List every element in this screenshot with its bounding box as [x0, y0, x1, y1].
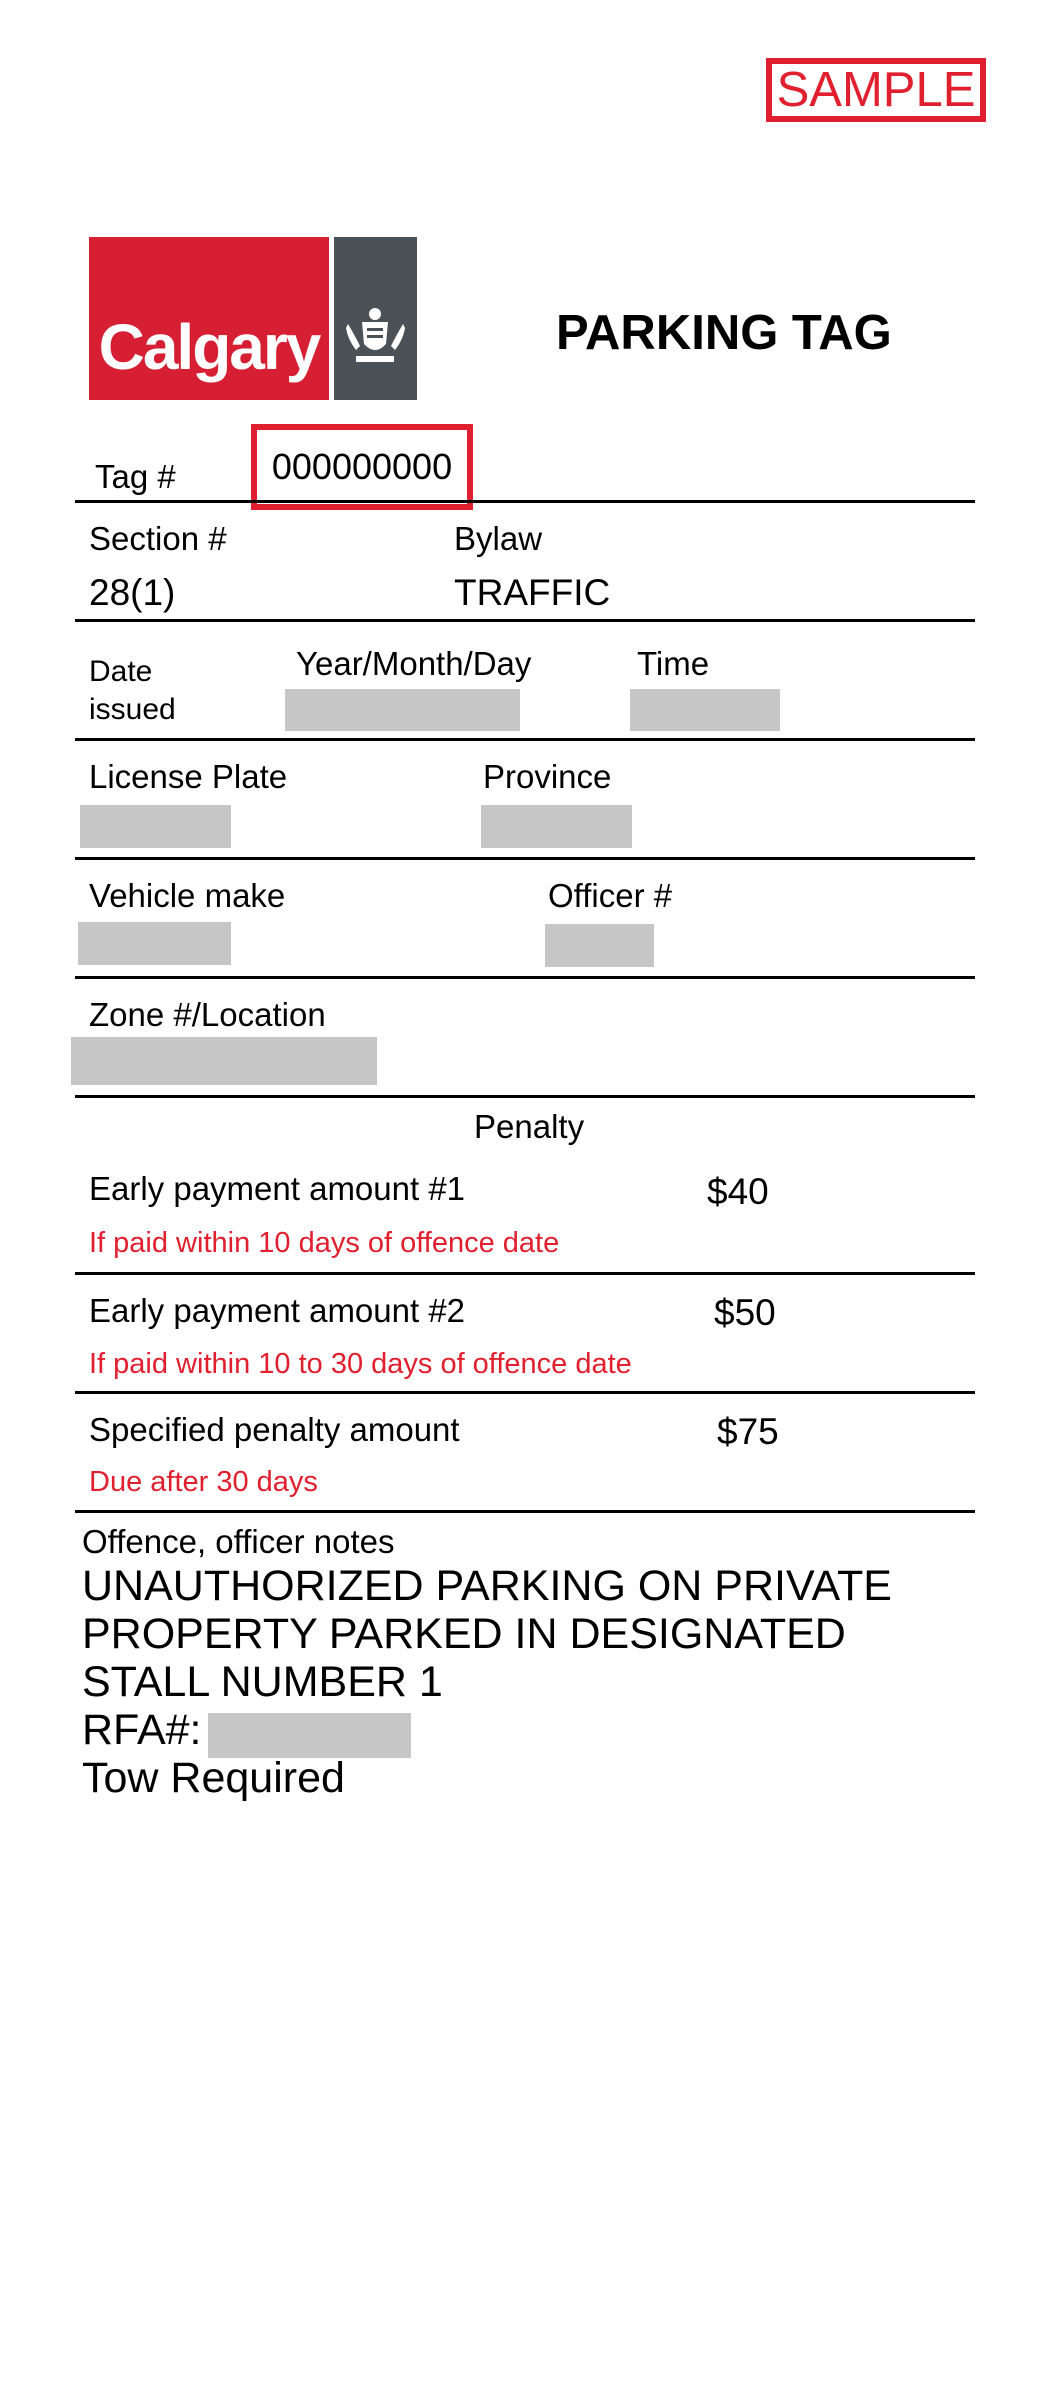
sample-watermark: SAMPLE — [766, 58, 986, 122]
divider — [75, 1095, 975, 1098]
notes-line-2: PROPERTY PARKED IN DESIGNATED — [82, 1610, 846, 1658]
page-title: PARKING TAG — [556, 306, 892, 360]
province-label: Province — [483, 758, 612, 795]
officer-label: Officer # — [548, 877, 673, 914]
license-plate-label: License Plate — [89, 758, 288, 795]
time-value-redacted — [630, 689, 780, 731]
penalty-row-3-note: Due after 30 days — [89, 1466, 318, 1498]
date-label: Year/Month/Day — [296, 645, 532, 682]
section-value: 28(1) — [89, 572, 176, 613]
rfa-label: RFA#: — [82, 1706, 202, 1754]
penalty-row-2-note: If paid within 10 to 30 days of offence date — [89, 1348, 632, 1380]
date-issued-label — [89, 653, 176, 729]
zone-label: Zone #/Location — [89, 996, 326, 1033]
date-value-redacted — [285, 689, 520, 731]
penalty-row-1-amount: $40 — [707, 1171, 769, 1212]
date-issued-label-line2: issued — [89, 693, 176, 726]
vehicle-make-redacted — [78, 922, 231, 965]
penalty-row-2-amount: $50 — [714, 1292, 776, 1333]
logo-wordmark: Calgary — [98, 311, 320, 383]
notes-line-5: Tow Required — [82, 1754, 345, 1802]
zone-redacted — [71, 1037, 377, 1085]
tag-number: 000000000 — [251, 424, 473, 510]
notes-line-3: STALL NUMBER 1 — [82, 1658, 443, 1706]
tag-label: Tag # — [95, 458, 176, 495]
vehicle-make-label: Vehicle make — [89, 877, 286, 914]
province-redacted — [481, 805, 632, 848]
notes-line-1: UNAUTHORIZED PARKING ON PRIVATE — [82, 1562, 892, 1610]
city-crest-icon — [334, 300, 417, 370]
date-issued-label-line1: Date — [89, 655, 153, 688]
bylaw-label: Bylaw — [454, 520, 543, 557]
penalty-row-3-label: Specified penalty amount — [89, 1411, 460, 1448]
penalty-row-1-label: Early payment amount #1 — [89, 1170, 466, 1207]
divider — [75, 738, 975, 741]
officer-redacted — [545, 924, 654, 967]
penalty-heading: Penalty — [474, 1108, 585, 1145]
time-label: Time — [637, 645, 710, 682]
notes-label: Offence, officer notes — [82, 1523, 395, 1560]
divider — [75, 500, 975, 503]
divider — [75, 857, 975, 860]
rfa-redacted — [208, 1713, 411, 1758]
penalty-row-1-note: If paid within 10 days of offence date — [89, 1227, 560, 1259]
divider — [75, 1510, 975, 1513]
divider — [75, 976, 975, 979]
license-plate-redacted — [80, 805, 231, 848]
bylaw-value: TRAFFIC — [454, 572, 611, 613]
divider — [75, 1272, 975, 1275]
divider — [75, 619, 975, 622]
penalty-row-2-label: Early payment amount #2 — [89, 1292, 466, 1329]
divider — [75, 1391, 975, 1394]
penalty-row-3-amount: $75 — [717, 1411, 779, 1452]
section-label: Section # — [89, 520, 227, 557]
